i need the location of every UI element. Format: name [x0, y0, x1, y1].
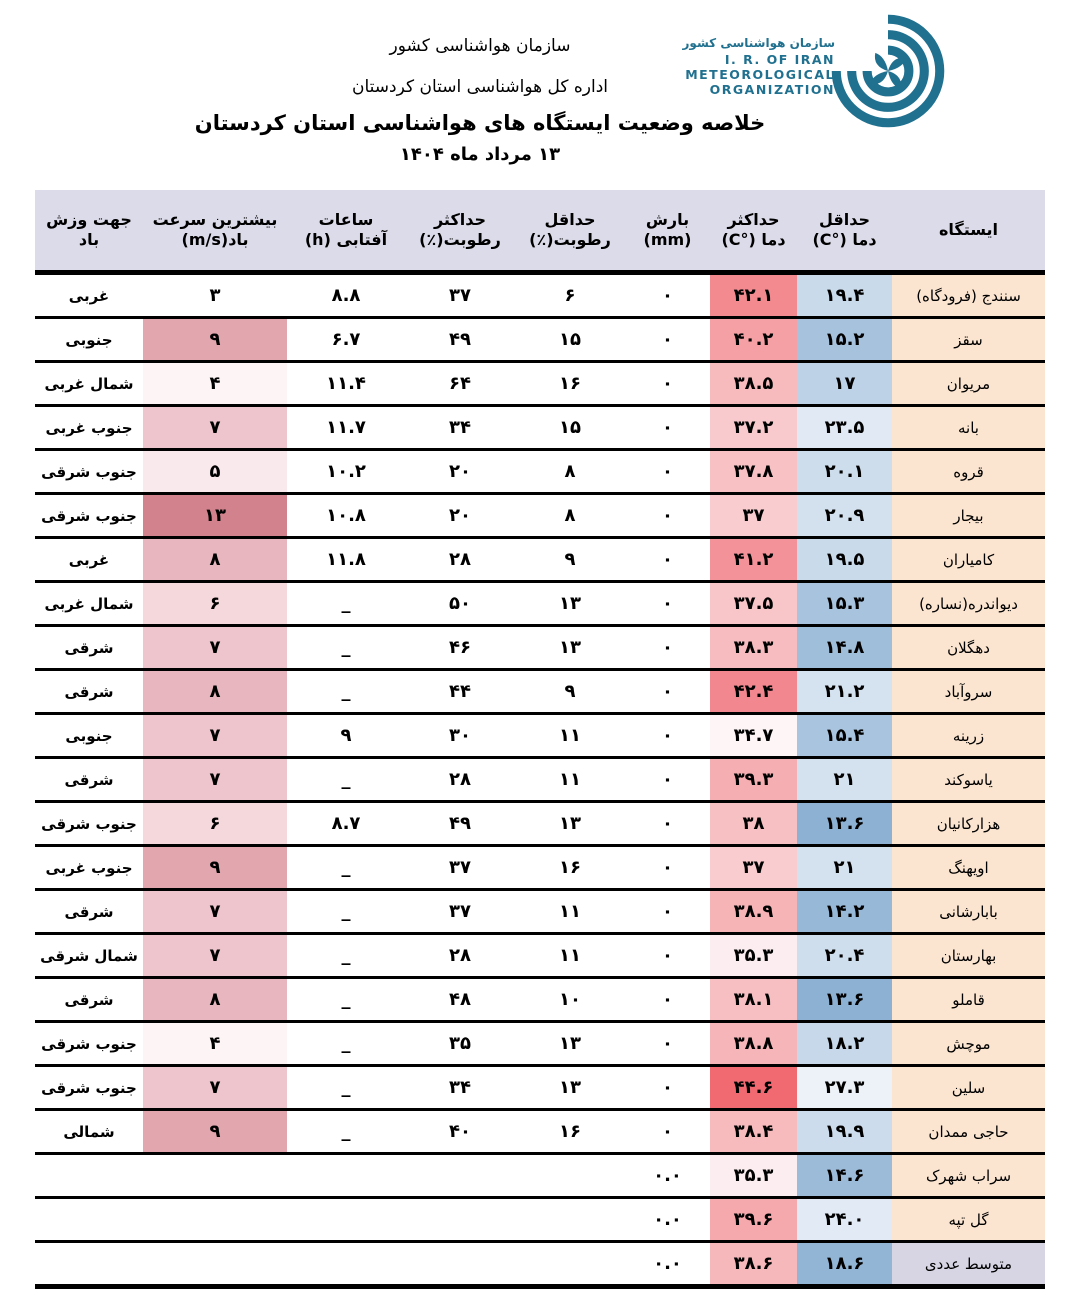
max-humidity-cell: ۳۷ [449, 285, 471, 306]
wind-direction-cell: جنوب غربی [45, 418, 133, 437]
wind-direction-cell: شمالی [63, 1122, 115, 1141]
min-temp-cell: ۲۱ [797, 846, 892, 890]
min-temp-cell: ۱۳.۶ [797, 802, 892, 846]
wind-direction-cell: شرقی [64, 638, 114, 657]
wind-speed-cell: ۵ [143, 450, 287, 494]
sunshine-cell: _ [341, 593, 351, 614]
station-cell: سروآباد [892, 670, 1045, 714]
min-humidity-cell: ۸ [564, 461, 576, 482]
table-row [35, 362, 1045, 406]
max-temp-cell: ۳۸.۱ [710, 978, 797, 1022]
wind-speed-cell: ۹ [143, 846, 287, 890]
precipitation-cell: ۰ [662, 901, 673, 922]
precipitation-cell: ۰ [662, 461, 673, 482]
wind-speed-cell: ۹ [143, 318, 287, 362]
station-cell: قروه [892, 450, 1045, 494]
table-row [35, 494, 1045, 538]
station-cell: قاملو [892, 978, 1045, 1022]
wind-direction-cell: غربی [68, 286, 110, 305]
station-cell: سراب شهرک [892, 1154, 1045, 1198]
min-humidity-cell [515, 1154, 625, 1198]
max-temp-cell: ۴۰.۲ [710, 318, 797, 362]
sunshine-cell: _ [341, 681, 351, 702]
station-cell: گل تپه [892, 1198, 1045, 1242]
min-humidity-cell: ۱۶ [559, 1121, 581, 1142]
max-humidity-cell: ۳۴ [449, 417, 471, 438]
wind-direction-cell: شرقی [64, 990, 114, 1009]
table-row [35, 1110, 1045, 1154]
min-humidity-cell [515, 1198, 625, 1242]
min-temp-cell: ۱۴.۶ [797, 1154, 892, 1198]
logo-fa-title: سازمان هواشناسی کشور [682, 36, 835, 50]
table-row [35, 626, 1045, 670]
sunshine-cell: ۸.۷ [331, 813, 361, 834]
sunshine-cell: _ [341, 1121, 351, 1142]
max-humidity-cell: ۳۰ [449, 725, 471, 746]
sunshine-cell [287, 1198, 405, 1242]
station-cell: موچش [892, 1022, 1045, 1066]
wind-speed-cell: ۷ [143, 626, 287, 670]
sunshine-cell: ۱۰.۸ [326, 505, 366, 526]
wind-speed-cell: ۹ [143, 1110, 287, 1154]
col-header-precipitation: بارش (mm) [643, 209, 692, 249]
header-row [35, 190, 1045, 273]
precipitation-cell: ۰ [662, 505, 673, 526]
wind-direction-cell [35, 1242, 143, 1287]
sunshine-cell: _ [341, 901, 351, 922]
table-row [35, 978, 1045, 1022]
precipitation-cell: ۰ [662, 769, 673, 790]
max-humidity-cell: ۳۷ [449, 857, 471, 878]
wind-direction-cell: جنوب شرقی [41, 1034, 137, 1053]
precipitation-cell: ۰ [662, 329, 673, 350]
max-temp-cell: ۳۸.۶ [710, 1242, 797, 1287]
station-cell: زرینه [892, 714, 1045, 758]
min-humidity-cell: ۱۳ [559, 593, 581, 614]
min-humidity-cell: ۸ [564, 505, 576, 526]
max-humidity-cell: ۴۴ [449, 681, 471, 702]
max-humidity-cell: ۲۸ [449, 945, 471, 966]
sunshine-cell [287, 1242, 405, 1287]
precipitation-cell: ۰ [662, 593, 673, 614]
table-row [35, 1242, 1045, 1287]
wind-direction-cell: جنوبی [65, 726, 113, 745]
max-temp-cell: ۳۵.۳ [710, 934, 797, 978]
wind-direction-cell: شرقی [64, 682, 114, 701]
sunshine-cell: _ [341, 1077, 351, 1098]
sunshine-cell: ۱۱.۷ [326, 417, 366, 438]
max-temp-cell: ۳۵.۳ [710, 1154, 797, 1198]
max-humidity-cell: ۴۹ [449, 329, 471, 350]
wind-direction-cell: شرقی [64, 770, 114, 789]
wind-direction-cell: شمال غربی [44, 374, 134, 393]
wind-speed-cell: ۷ [143, 890, 287, 934]
max-temp-cell: ۳۸ [710, 802, 797, 846]
precipitation-cell: ۰ [662, 1121, 673, 1142]
max-temp-cell: ۳۹.۳ [710, 758, 797, 802]
table-row [35, 670, 1045, 714]
min-temp-cell: ۲۷.۳ [797, 1066, 892, 1110]
max-temp-cell: ۳۹.۶ [710, 1198, 797, 1242]
max-temp-cell: ۳۴.۷ [710, 714, 797, 758]
min-humidity-cell: ۱۶ [559, 857, 581, 878]
min-humidity-cell: ۱۳ [559, 637, 581, 658]
max-temp-cell: ۳۸.۳ [710, 626, 797, 670]
station-cell: دهگلان [892, 626, 1045, 670]
sunshine-cell: _ [341, 769, 351, 790]
max-humidity-cell: ۵۰ [449, 593, 471, 614]
min-humidity-cell: ۱۱ [559, 901, 581, 922]
max-temp-cell: ۳۷.۸ [710, 450, 797, 494]
min-temp-cell: ۱۵.۴ [797, 714, 892, 758]
station-cell: بیجار [892, 494, 1045, 538]
wind-direction-cell: جنوب شرقی [41, 462, 137, 481]
table-row [35, 406, 1045, 450]
table-row [35, 318, 1045, 362]
min-humidity-cell: ۱۵ [559, 329, 581, 350]
wind-speed-cell: ۸ [143, 670, 287, 714]
sunshine-cell [287, 1154, 405, 1198]
wind-speed-cell [143, 1198, 287, 1242]
station-cell: اویهنگ [892, 846, 1045, 890]
col-header-sunshine-hours: ساعات آفتابی (h) [304, 209, 388, 249]
wind-speed-cell [143, 1242, 287, 1287]
station-cell: سلین [892, 1066, 1045, 1110]
min-temp-cell: ۲۰.۴ [797, 934, 892, 978]
col-header-min-temp: حداقل دما (°C) [812, 209, 877, 249]
max-humidity-cell: ۳۷ [449, 901, 471, 922]
max-humidity-cell: ۴۹ [449, 813, 471, 834]
wind-speed-cell: ۷ [143, 934, 287, 978]
min-temp-cell: ۱۴.۸ [797, 626, 892, 670]
max-temp-cell: ۳۷ [710, 846, 797, 890]
station-cell: دیواندره(نساره) [892, 582, 1045, 626]
dept-title: اداره کل هواشناسی استان کردستان [352, 77, 608, 97]
min-temp-cell: ۲۳.۵ [797, 406, 892, 450]
wind-direction-cell: جنوبی [65, 330, 113, 349]
max-temp-cell: ۴۱.۲ [710, 538, 797, 582]
max-humidity-cell: ۳۴ [449, 1077, 471, 1098]
max-temp-cell: ۳۷ [710, 494, 797, 538]
precipitation-cell: ۰ [662, 1033, 673, 1054]
wind-direction-cell: شمال غربی [44, 594, 134, 613]
min-temp-cell: ۱۷ [797, 362, 892, 406]
wind-direction-cell: شرقی [64, 902, 114, 921]
col-header-max-humidity: حداکثر رطوبت(٪) [419, 209, 501, 249]
max-temp-cell: ۴۲.۴ [710, 670, 797, 714]
wind-speed-cell: ۷ [143, 758, 287, 802]
table-row [35, 890, 1045, 934]
wind-speed-cell: ۴ [143, 1022, 287, 1066]
precipitation-cell: ۰ [662, 1077, 673, 1098]
wind-direction-cell: شمال شرقی [40, 946, 138, 965]
wind-direction-cell [35, 1154, 143, 1198]
precipitation-cell: ۰ [662, 417, 673, 438]
org-title: سازمان هواشناسی کشور [389, 36, 571, 56]
col-header-wind-direction: جهت وزش باد [46, 209, 132, 249]
min-humidity-cell: ۹ [564, 549, 576, 570]
station-cell: کامیاران [892, 538, 1045, 582]
min-humidity-cell: ۱۶ [559, 373, 581, 394]
min-temp-cell: ۲۱.۲ [797, 670, 892, 714]
wind-speed-cell: ۱۳ [143, 494, 287, 538]
table-row [35, 538, 1045, 582]
max-temp-cell: ۳۸.۴ [710, 1110, 797, 1154]
max-humidity-cell: ۴۸ [449, 989, 471, 1010]
max-temp-cell: ۳۷.۵ [710, 582, 797, 626]
wind-speed-cell: ۶ [143, 582, 287, 626]
col-header-max-wind-speed: بیشترین سرعت باد(m/s) [152, 209, 278, 249]
sunshine-cell: ۱۰.۲ [326, 461, 366, 482]
station-cell: بهارستان [892, 934, 1045, 978]
col-header-station: ایستگاه [938, 219, 999, 239]
station-cell: هزارکانیان [892, 802, 1045, 846]
table-row [35, 1154, 1045, 1198]
logo-en-line3: ORGANIZATION [709, 82, 835, 97]
precipitation-cell: ۰ [662, 681, 673, 702]
wind-speed-cell: ۶ [143, 802, 287, 846]
table-row [35, 934, 1045, 978]
weather-stations-table [35, 190, 1045, 1289]
min-humidity-cell: ۱۵ [559, 417, 581, 438]
wind-speed-cell: ۳ [209, 285, 221, 306]
precipitation-cell: ۰.۰ [653, 1253, 682, 1274]
min-temp-cell: ۱۵.۳ [797, 582, 892, 626]
max-humidity-cell: ۲۸ [449, 549, 471, 570]
precipitation-cell: ۰.۰ [653, 1209, 682, 1230]
station-cell: مریوان [892, 362, 1045, 406]
min-humidity-cell: ۶ [564, 285, 576, 306]
report-title: خلاصه وضعیت ایستگاه های هواشناسی استان کردستان [194, 111, 766, 135]
precipitation-cell: ۰ [662, 637, 673, 658]
min-temp-cell: ۲۴.۰ [797, 1198, 892, 1242]
station-rows [35, 273, 1045, 1287]
station-cell: بابارشانی [892, 890, 1045, 934]
max-temp-cell: ۳۸.۹ [710, 890, 797, 934]
precipitation-cell: ۰ [662, 857, 673, 878]
min-humidity-cell: ۱۳ [559, 813, 581, 834]
max-humidity-cell: ۲۰ [449, 461, 471, 482]
table-row [35, 582, 1045, 626]
table-row [35, 1198, 1045, 1242]
max-humidity-cell [405, 1242, 515, 1287]
table-row [35, 802, 1045, 846]
max-temp-cell: ۳۸.۸ [710, 1022, 797, 1066]
station-cell: سقز [892, 318, 1045, 362]
max-humidity-cell: ۳۵ [449, 1033, 471, 1054]
min-temp-cell: ۱۵.۲ [797, 318, 892, 362]
table-row [35, 758, 1045, 802]
min-humidity-cell [515, 1242, 625, 1287]
precipitation-cell: ۰ [662, 373, 673, 394]
min-temp-cell: ۱۸.۲ [797, 1022, 892, 1066]
min-temp-cell: ۱۳.۶ [797, 978, 892, 1022]
wind-speed-cell: ۸ [143, 978, 287, 1022]
min-humidity-cell: ۱۱ [559, 945, 581, 966]
sunshine-cell: _ [341, 857, 351, 878]
wind-speed-cell: ۸ [143, 538, 287, 582]
max-temp-cell: ۴۴.۶ [710, 1066, 797, 1110]
sunshine-cell: ۹ [340, 725, 352, 746]
table-row [35, 1066, 1045, 1110]
wind-speed-cell: ۴ [143, 362, 287, 406]
wind-direction-cell: جنوب غربی [45, 858, 133, 877]
min-temp-cell: ۱۹.۴ [797, 273, 892, 318]
station-cell: یاسوکند [892, 758, 1045, 802]
precipitation-cell: ۰ [662, 945, 673, 966]
report-date: ۱۳ مرداد ماه ۱۴۰۴ [399, 144, 561, 165]
sunshine-cell: ۱۱.۸ [326, 549, 366, 570]
min-humidity-cell: ۱۳ [559, 1077, 581, 1098]
min-temp-cell: ۲۰.۹ [797, 494, 892, 538]
wind-direction-cell: جنوب شرقی [41, 1078, 137, 1097]
sunshine-cell: _ [341, 637, 351, 658]
table-row [35, 273, 1045, 318]
min-temp-cell: ۲۰.۱ [797, 450, 892, 494]
sunshine-cell: ۸.۸ [331, 285, 361, 306]
min-humidity-cell: ۱۰ [559, 989, 581, 1010]
table-row [35, 1022, 1045, 1066]
wind-direction-cell: جنوب شرقی [41, 506, 137, 525]
sunshine-cell: _ [341, 1033, 351, 1054]
max-humidity-cell: ۶۴ [449, 373, 471, 394]
wind-speed-cell: ۷ [143, 1066, 287, 1110]
min-temp-cell: ۱۸.۶ [797, 1242, 892, 1287]
wind-speed-cell [143, 1154, 287, 1198]
col-header-max-temp: حداکثر دما (°C) [721, 209, 786, 249]
station-cell: متوسط عددی [892, 1242, 1045, 1287]
min-humidity-cell: ۱۱ [559, 769, 581, 790]
min-temp-cell: ۱۹.۵ [797, 538, 892, 582]
min-temp-cell: ۲۱ [797, 758, 892, 802]
wind-speed-cell: ۷ [143, 714, 287, 758]
logo-en-line2: METEOROLOGICAL [685, 67, 835, 82]
max-humidity-cell [405, 1154, 515, 1198]
table-row [35, 846, 1045, 890]
precipitation-cell: ۰ [662, 989, 673, 1010]
sunshine-cell: ۶.۷ [331, 329, 361, 350]
max-humidity-cell: ۲۰ [449, 505, 471, 526]
precipitation-cell: ۰ [662, 725, 673, 746]
wind-direction-cell [35, 1198, 143, 1242]
precipitation-cell: ۰ [662, 813, 673, 834]
wind-speed-cell: ۷ [143, 406, 287, 450]
min-humidity-cell: ۹ [564, 681, 576, 702]
precipitation-cell: ۰ [662, 285, 673, 306]
max-humidity-cell [405, 1198, 515, 1242]
title-block [0, 36, 960, 165]
station-cell: حاجی ممدان [892, 1110, 1045, 1154]
min-humidity-cell: ۱۳ [559, 1033, 581, 1054]
max-humidity-cell: ۴۰ [449, 1121, 471, 1142]
table-row [35, 714, 1045, 758]
max-humidity-cell: ۲۸ [449, 769, 471, 790]
min-humidity-cell: ۱۱ [559, 725, 581, 746]
sunshine-cell: _ [341, 989, 351, 1010]
precipitation-cell: ۰.۰ [653, 1165, 682, 1186]
station-cell: سنندج (فرودگاه) [892, 273, 1045, 318]
min-temp-cell: ۱۴.۲ [797, 890, 892, 934]
max-temp-cell: ۴۲.۱ [710, 273, 797, 318]
table-row [35, 450, 1045, 494]
max-temp-cell: ۳۷.۲ [710, 406, 797, 450]
sunshine-cell: ۱۱.۴ [326, 373, 366, 394]
precipitation-cell: ۰ [662, 549, 673, 570]
max-humidity-cell: ۴۶ [449, 637, 471, 658]
station-cell: بانه [892, 406, 1045, 450]
logo-en-line1: I. R. OF IRAN [724, 52, 835, 67]
wind-direction-cell: جنوب شرقی [41, 814, 137, 833]
min-temp-cell: ۱۹.۹ [797, 1110, 892, 1154]
max-temp-cell: ۳۸.۵ [710, 362, 797, 406]
sunshine-cell: _ [341, 945, 351, 966]
wind-direction-cell: غربی [68, 550, 110, 569]
col-header-min-humidity: حداقل رطوبت(٪) [529, 209, 611, 249]
